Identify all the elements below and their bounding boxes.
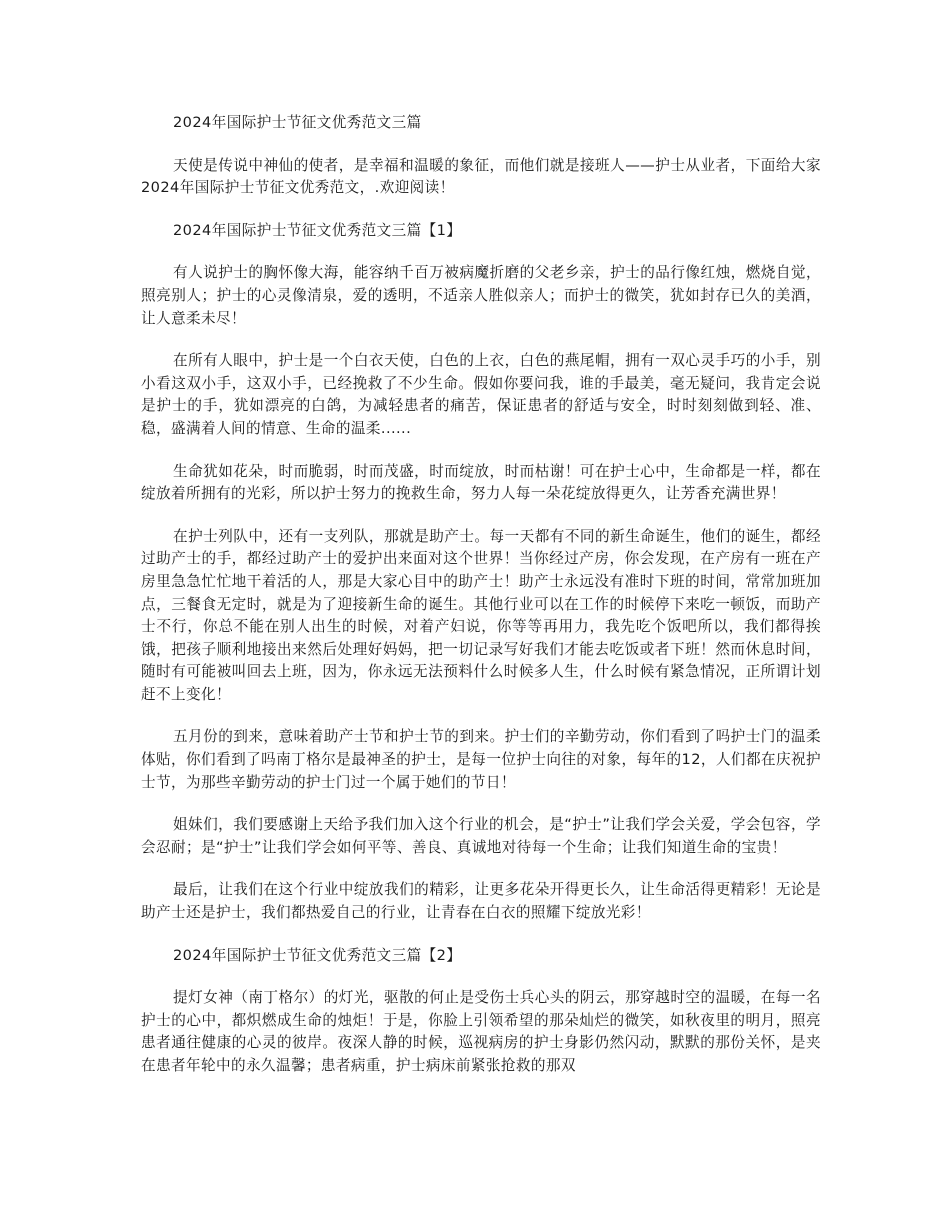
intro-paragraph: 天使是传说中神仙的使者，是幸福和温暖的象征，而他们就是接班人——护士从业者，下面给大家2024年国际护士节征文优秀范文，.欢迎阅读！: [141, 156, 821, 197]
section-1-paragraph-6: 姐妹们，我们要感谢上天给予我们加入这个行业的机会，是“护士”让我们学会关爱，学会包容，学会忍耐；是“护士”让我们学会如何平等、善良、真诚地对待每一个生命；让我们知道生命的宝贵！: [141, 816, 821, 856]
section-1-paragraph-3: 生命犹如花朵，时而脆弱，时而茂盛，时而绽放，时而枯谢！可在护士心中，生命都是一样，都在绽放着所拥有的光彩，所以护士努力的挽救生命，努力人每一朵花绽放得更久，让芳香充满世界！: [141, 462, 821, 503]
document-title: 2024年国际护士节征文优秀范文三篇: [173, 114, 422, 131]
document-page: [141, 112, 821, 1098]
section-1-paragraph-7: 最后，让我们在这个行业中绽放我们的精彩，让更多花朵开得更长久，让生命活得更精彩！无论是助产士还是护士，我们都热爱自己的行业，让青春在白衣的照耀下绽放光彩！: [141, 881, 821, 922]
section-2-heading: 2024年国际护士节征文优秀范文三篇【2】: [173, 946, 462, 964]
section-2-paragraph-1: 提灯女神（南丁格尔）的灯光，驱散的何止是受伤士兵心头的阴云，那穿越时空的温暖，在每一名护士的心中，都炽燃成生命的烛炬！于是，你脸上引领希望的那朵灿烂的微笑，如秋夜里的明月，照亮患者通往健康的心灵的彼岸。夜深人静的时候，巡视病房的护士身影仍然闪动，默默的那份关怀，是夹在患者年轮中的永久温馨；患者病重，护士病床前紧张抢救的那双: [141, 989, 821, 1074]
section-1-paragraph-2: 在所有人眼中，护士是一个白衣天使，白色的上衣，白色的燕尾帽，拥有一双心灵手巧的小手，别小看这双小手，这双小手，已经挽救了不少生命。假如你要问我，谁的手最美，毫无疑问，我肯定会说是护士的手，犹如漂亮的白鸽，为减轻患者的痛苦，保证患者的舒适与安全，时时刻刻做到轻、准、稳，盛满着人间的情意、生命的温柔......: [141, 352, 821, 437]
section-1-paragraph-5: 五月份的到来，意味着助产士节和护士节的到来。护士们的辛勤劳动，你们看到了吗护士门的温柔体贴，你们看到了吗南丁格尔是最神圣的护士，是每一位护士向往的对象，每年的12，人们都在庆祝护士节，为那些辛勤劳动的护士门过一个属于她们的节日！: [141, 728, 821, 791]
section-1-paragraph-4: 在护士列队中，还有一支列队，那就是助产士。每一天都有不同的新生命诞生，他们的诞生，都经过助产士的手，都经过助产士的爱护出来面对这个世界！当你经过产房，你会发现，在产房有一班在产房里急急忙忙地干着活的人，那是大家心目中的助产士！助产士永远没有准时下班的时间，常常加班加点，三餐食无定时，就是为了迎接新生命的诞生。其他行业可以在工作的时候停下来吃一顿饭，而助产士不行，你总不能在别人出生的时候，对着产妇说，你等等再用力，我先吃个饭吧所以，我们都得挨饿，把孩子顺利地接出来然后处理好妈妈，把一切记录写好我们才能去吃饭或者下班！然而休息时间，随时有可能被叫回去上班，因为，你永远无法预料什么时候多人生，什么时候有紧急情况，正所谓计划赶不上变化！: [141, 527, 821, 703]
section-1-paragraph-1: 有人说护士的胸怀像大海，能容纳千百万被病魔折磨的父老乡亲，护士的品行像红烛，燃烧自觉，照亮别人；护士的心灵像清泉，爱的透明，不适亲人胜似亲人；而护士的微笑，犹如封存已久的美酒，让人意柔未尽！: [141, 264, 821, 327]
section-1-heading: 2024年国际护士节征文优秀范文三篇【1】: [173, 221, 462, 239]
